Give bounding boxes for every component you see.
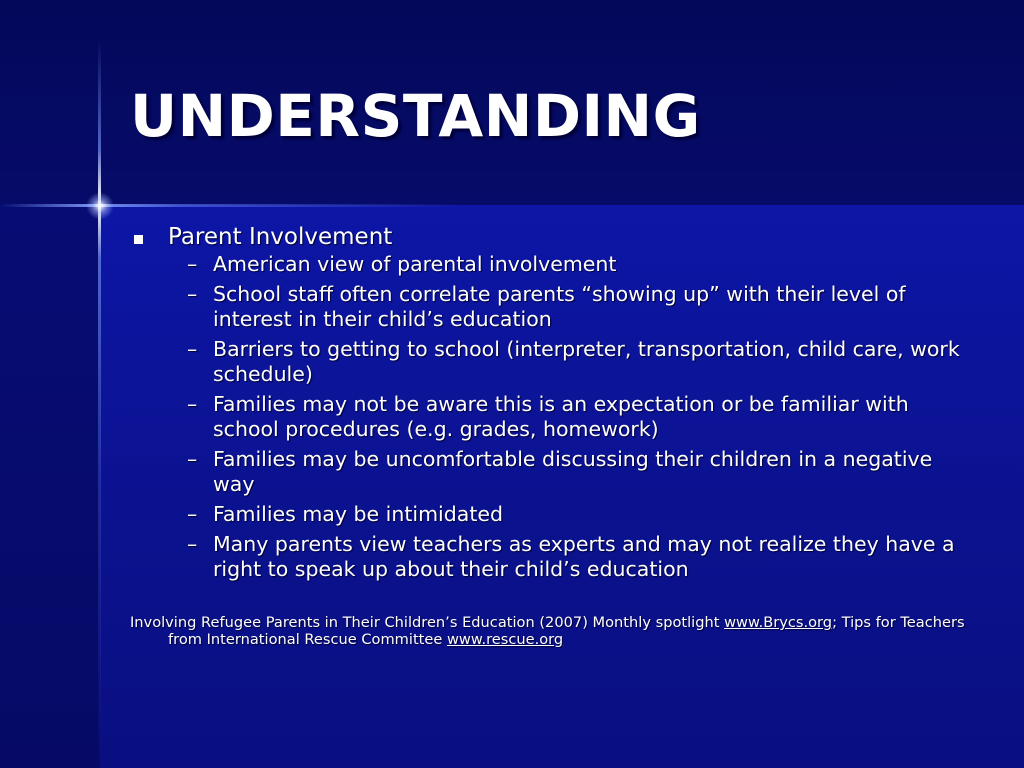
light-flare-star	[86, 192, 114, 220]
sub-bullet-item	[130, 392, 960, 442]
sub-bullet-text: American view of parental involvement	[213, 252, 617, 276]
rescue-link[interactable]: www.rescue.org	[446, 631, 564, 648]
sub-bullet-item	[130, 502, 960, 527]
sub-bullet-text: School staff often correlate parents “showing up” with their level of interest in their child’s education	[213, 282, 906, 331]
sub-bullet-text: Families may be uncomfortable discussing their children in a negative way	[213, 447, 933, 496]
sub-bullet-item	[130, 447, 960, 497]
sub-bullet-item	[130, 337, 960, 387]
dash-bullet-icon: –	[187, 337, 198, 361]
light-flare-horizontal	[0, 204, 460, 207]
sub-bullet-text: Barriers to getting to school (interpreter, transportation, child care, work schedule)	[213, 337, 960, 386]
dash-bullet-icon: –	[187, 392, 198, 416]
slide-title: UNDERSTANDING	[130, 82, 701, 150]
light-flare-vertical	[98, 40, 101, 768]
left-band	[0, 205, 100, 768]
sub-bullet-item	[130, 282, 960, 332]
sub-bullet-text: Many parents view teachers as experts and may not realize they have a right to speak up about their child’s education	[213, 532, 955, 581]
dash-bullet-icon: –	[187, 252, 198, 276]
brycs-link[interactable]: www.Brycs.org	[724, 614, 833, 631]
sub-bullet-item	[130, 252, 960, 277]
sub-bullet-list	[130, 252, 960, 582]
slide-body	[130, 222, 960, 587]
citation-text-part-2: ; Tips for Teachers from International Rescue Committee	[168, 614, 965, 648]
bullet-item	[130, 222, 960, 252]
sub-bullet-text: Families may not be aware this is an expectation or be familiar with school procedures (e.g. grades, homework)	[213, 392, 909, 441]
bullet-text: Parent Involvement	[168, 224, 393, 250]
dash-bullet-icon: –	[187, 282, 198, 306]
sub-bullet-text: Families may be intimidated	[213, 502, 503, 526]
square-bullet-icon	[134, 235, 143, 244]
citation	[130, 614, 978, 648]
dash-bullet-icon: –	[187, 447, 198, 471]
dash-bullet-icon: –	[187, 502, 198, 526]
sub-bullet-item	[130, 532, 960, 582]
dash-bullet-icon: –	[187, 532, 198, 556]
citation-text-part-1: Involving Refugee Parents in Their Children’s Education (2007) Monthly spotlight	[130, 614, 725, 631]
